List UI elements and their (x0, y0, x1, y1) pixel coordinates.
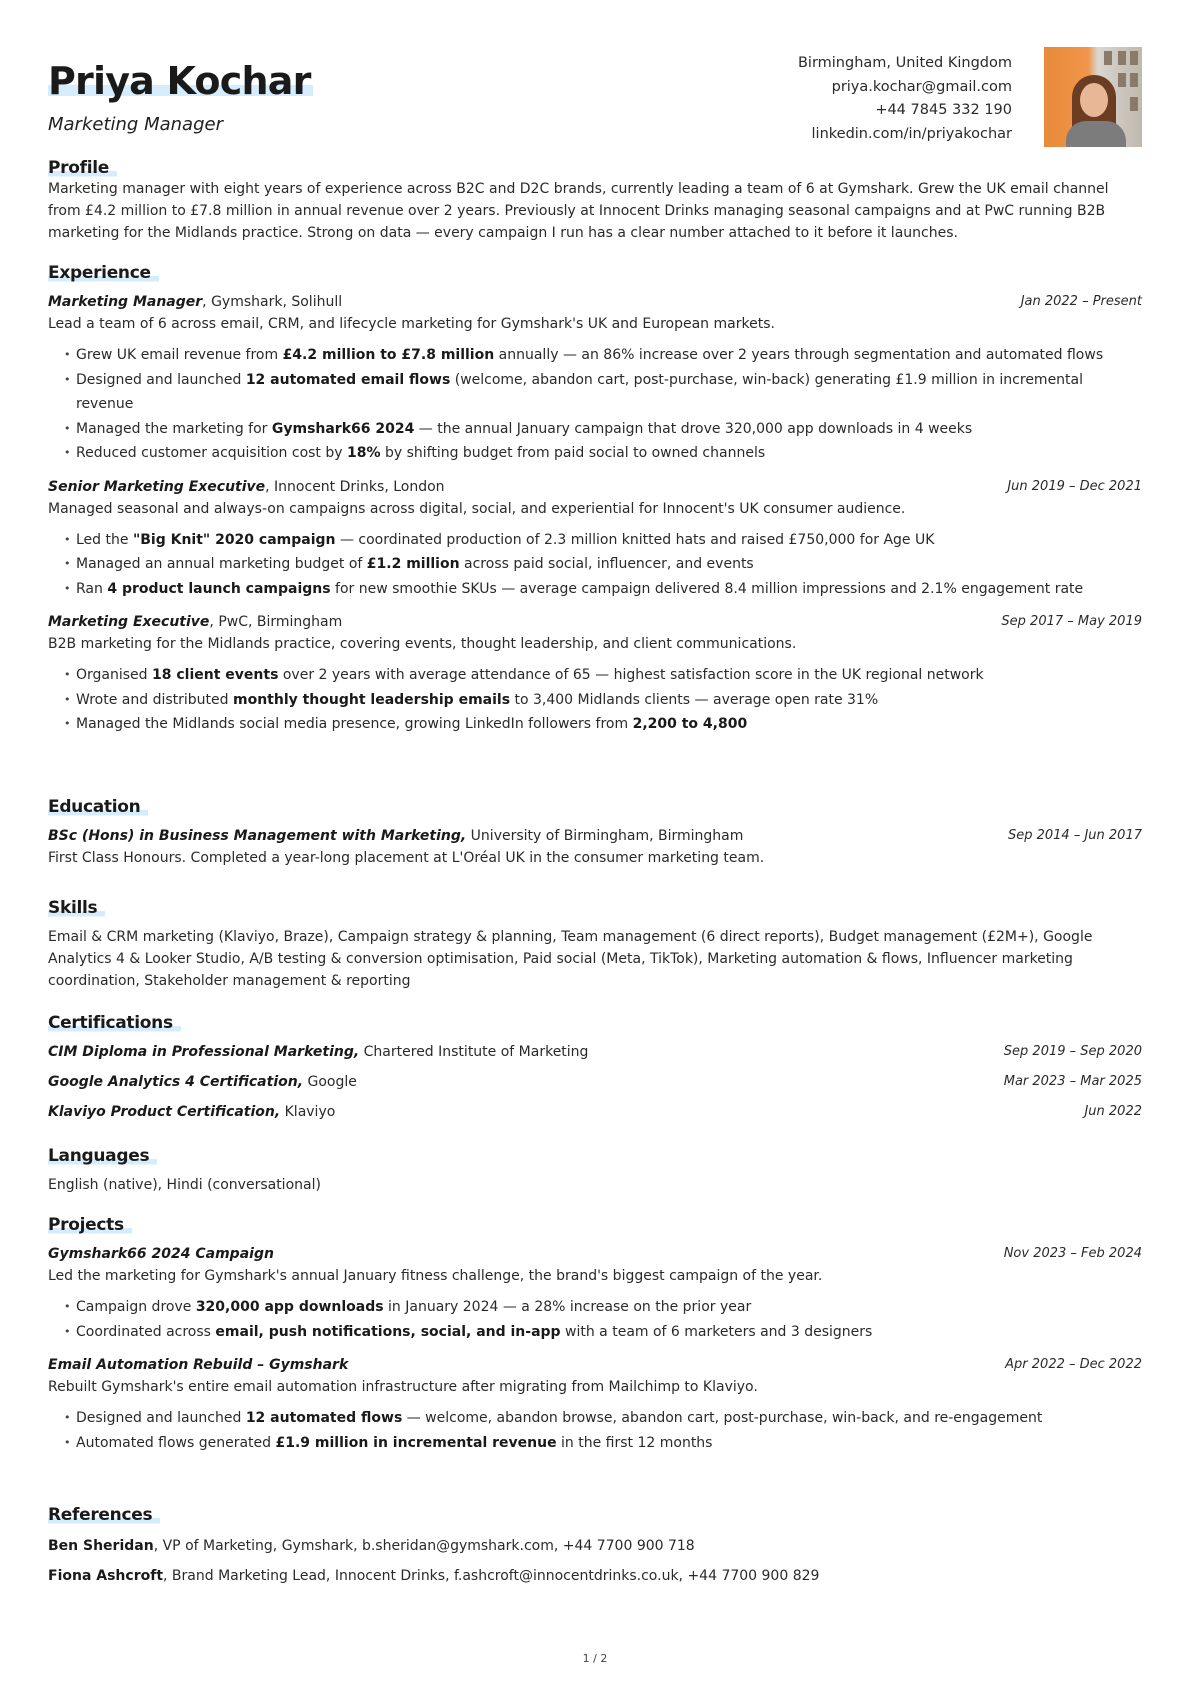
candidate-name: Priya Kochar (48, 59, 311, 103)
project-name: Email Automation Rebuild – Gymshark (48, 1357, 349, 1373)
project-entry (48, 1354, 1142, 1455)
contact-email[interactable]: priya.kochar@gmail.com (831, 78, 1012, 95)
job-summary: Managed seasonal and always-on campaigns across digital, social, and experiential for Innocent's UK consumer audience. (48, 500, 906, 517)
candidate-title: Marketing Manager (48, 114, 223, 135)
reference-details: , Brand Marketing Lead, Innocent Drinks, f.ashcroft@innocentdrinks.co.uk, +44 7700 900 829 (163, 1568, 820, 1584)
job-org: , Innocent Drinks, London (265, 478, 445, 495)
job-header (48, 291, 1142, 313)
projects-section (48, 1215, 1142, 1455)
bullet-item: • Organised 18 client events over 2 years with average attendance of 65 — highest satisfaction score in the UK regional network (64, 663, 1142, 688)
bullet-item: • Managed the marketing for Gymshark66 2024 — the annual January campaign that drove 320,000 app downloads in 4 weeks (64, 417, 1142, 442)
bullet-item: • Campaign drove 320,000 app downloads in January 2024 — a 28% increase on the prior year (64, 1295, 1142, 1320)
skills-section (48, 898, 1142, 992)
job-summary: Lead a team of 6 across email, CRM, and lifecycle marketing for Gymshark's UK and European markets. (48, 316, 775, 332)
languages-text: English (native), Hindi (conversational) (48, 1177, 321, 1193)
project-date: Apr 2022 – Dec 2022 (1005, 1357, 1142, 1372)
resume-page (48, 0, 1142, 1584)
job-date: Jun 2019 – Dec 2021 (1007, 478, 1142, 494)
skills-text: Email & CRM marketing (Klaviyo, Braze), Campaign strategy & planning, Team management (6 direct reports), Budget management (£2M+), Google Analytics 4 & Looker Studio, A/B testing & conversion optimisation, Paid social (Meta, TikTok), Marketing automation & flows, Influencer marketing coordination, Stakeholder management & reporting (48, 929, 1093, 989)
contact-block (798, 52, 1012, 146)
reference-name: Fiona Ashcroft (48, 1568, 164, 1584)
bullet-item: • Managed an annual marketing budget of £1.2 million across paid social, influencer, and events (64, 552, 1142, 577)
job-role: Senior Marketing Executive (48, 478, 266, 495)
project-header (48, 1354, 1142, 1376)
section-title-profile: Profile (48, 158, 117, 178)
bullet-item: • Designed and launched 12 automated email flows (welcome, abandon cart, post-purchase, win-back) generating £1.9 million in incremental revenue (64, 368, 1142, 417)
job-summary: B2B marketing for the Midlands practice, covering events, thought leadership, and client communications. (48, 636, 797, 652)
resume-header (48, 0, 1142, 150)
job-date: Sep 2017 – May 2019 (1001, 614, 1142, 629)
job-date: Jan 2022 – Present (1020, 294, 1142, 309)
section-title-experience: Experience (48, 263, 159, 283)
section-title-education: Education (48, 797, 148, 817)
bullet-item: • Designed and launched 12 automated flows — welcome, abandon browse, abandon cart, post-purchase, win-back, and re-engagement (64, 1406, 1142, 1431)
job-bullets (48, 663, 1142, 737)
certification-item: CIM Diploma in Professional Marketing, Chartered Institute of Marketing Sep 2019 – Sep 2020 (48, 1044, 1142, 1060)
bullet-item: • Wrote and distributed monthly thought leadership emails to 3,400 Midlands clients — average open rate 31% (64, 688, 1142, 713)
job-bullets (48, 528, 1142, 602)
section-title-languages: Languages (48, 1146, 157, 1166)
project-bullets (48, 1295, 1142, 1344)
section-title-certifications: Certifications (48, 1013, 181, 1033)
project-bullets (48, 1406, 1142, 1455)
education-date: Sep 2014 – Jun 2017 (1007, 828, 1142, 843)
certification-item: Klaviyo Product Certification, Klaviyo Jun 2022 (48, 1104, 1142, 1120)
bullet-item: • Grew UK email revenue from £4.2 million to £7.8 million annually — an 86% increase over 2 years through segmentation and automated flows (64, 343, 1142, 368)
reference-name: Ben Sheridan (48, 1538, 154, 1554)
section-title-skills: Skills (48, 898, 105, 918)
section-title-projects: Projects (48, 1215, 132, 1235)
reference-item (48, 1565, 1142, 1587)
references-section (48, 1505, 1142, 1587)
degree-name: BSc (Hons) in Business Management with Marketing, (48, 828, 467, 844)
references-list (48, 1535, 1142, 1587)
job-entry (48, 291, 1142, 466)
languages-section (48, 1146, 1142, 1196)
bullet-item: • Ran 4 product launch campaigns for new smoothie SKUs — average campaign delivered 8.4 million impressions and 2.1% engagement rate (64, 577, 1142, 602)
job-role: Marketing Manager (48, 294, 203, 310)
contact-linkedin[interactable]: linkedin.com/in/priyakochar (811, 125, 1012, 142)
project-summary: Rebuilt Gymshark's entire email automation infrastructure after migrating from Mailchimp to Klaviyo. (48, 1379, 758, 1395)
profile-text: Marketing manager with eight years of experience across B2C and D2C brands, currently leading a team of 6 at Gymshark. Grew the UK email channel from £4.2 million to £7.8 million in annual revenue over 2 years. Previously at Innocent Drinks managing seasonal campaigns and at PwC running B2B marketing for the Midlands practice. Strong on data — every campaign I run has a clear number attached to it before it launches. (48, 181, 1109, 241)
bullet-item: • Coordinated across email, push notifications, social, and in-app with a team of 6 marketers and 3 designers (64, 1320, 1142, 1345)
job-role: Marketing Executive (48, 614, 210, 630)
page-indicator: 1 / 2 (582, 1652, 608, 1665)
certifications-list (48, 1041, 1142, 1123)
project-summary: Led the marketing for Gymshark's annual January fitness challenge, the brand's biggest campaign of the year. (48, 1268, 823, 1284)
bullet-item: • Managed the Midlands social media presence, growing LinkedIn followers from 2,200 to 4,800 (64, 712, 1142, 737)
contact-location: Birmingham, United Kingdom (797, 55, 1012, 71)
certifications-section (48, 1013, 1142, 1123)
school-name: University of Birmingham, Birmingham (466, 828, 744, 844)
profile-photo (1044, 47, 1142, 147)
contact-phone[interactable]: +44 7845 332 190 (875, 102, 1012, 118)
job-entry (48, 611, 1142, 737)
project-header (48, 1243, 1142, 1265)
project-name: Gymshark66 2024 Campaign (48, 1246, 274, 1262)
bullet-item: • Led the "Big Knit" 2020 campaign — coordinated production of 2.3 million knitted hats and raised £750,000 for Age UK (64, 528, 1142, 553)
job-header (48, 611, 1142, 633)
certification-item: Google Analytics 4 Certification, Google Mar 2023 – Mar 2025 (48, 1074, 1142, 1090)
project-date: Nov 2023 – Feb 2024 (1003, 1246, 1142, 1261)
job-bullets (48, 343, 1142, 466)
reference-details: , VP of Marketing, Gymshark, b.sheridan@gymshark.com, +44 7700 900 718 (153, 1538, 695, 1554)
reference-item (48, 1535, 1142, 1557)
education-note: First Class Honours. Completed a year-long placement at L'Oréal UK in the consumer marketing team. (48, 850, 765, 866)
experience-section (48, 263, 1142, 737)
section-title-references: References (48, 1505, 160, 1525)
project-entry (48, 1243, 1142, 1344)
job-org: , Gymshark, Solihull (202, 294, 343, 310)
bullet-item: • Reduced customer acquisition cost by 18% by shifting budget from paid social to owned channels (64, 441, 1142, 466)
profile-section (48, 158, 1142, 244)
education-section (48, 797, 1142, 869)
education-header (48, 825, 1142, 847)
job-org: , PwC, Birmingham (209, 614, 343, 630)
job-entry (48, 476, 1142, 602)
job-header (48, 476, 1142, 498)
bullet-item: • Automated flows generated £1.9 million in incremental revenue in the first 12 months (64, 1431, 1142, 1456)
